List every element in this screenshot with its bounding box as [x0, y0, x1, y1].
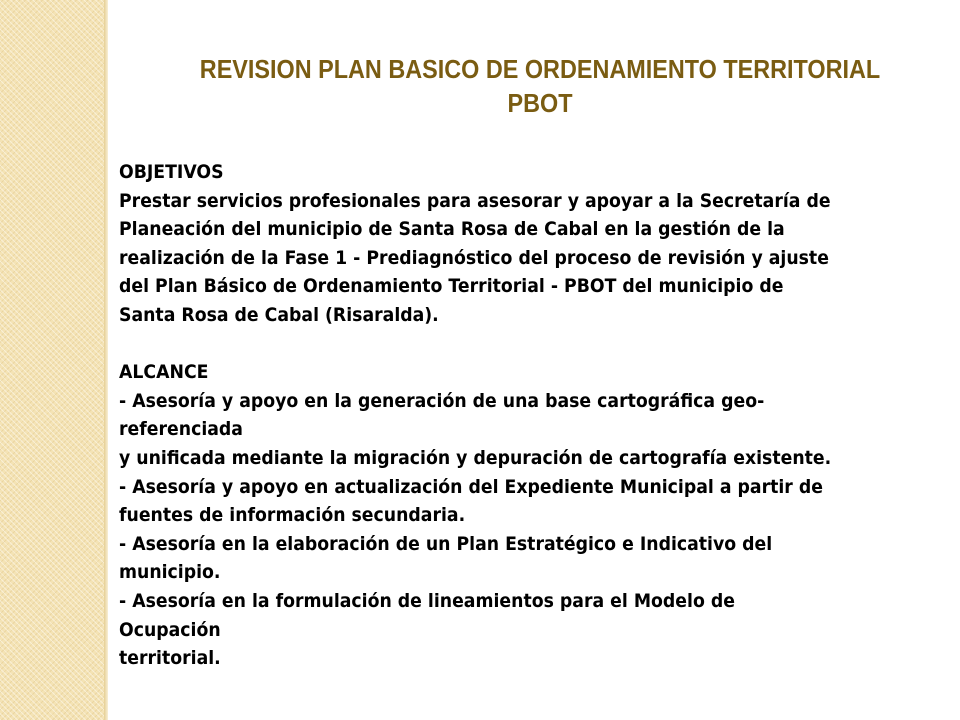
alcance-line: fuentes de información secundaria. [119, 504, 466, 527]
alcance-line: - Asesoría y apoyo en la generación de una base cartográfica geo- [119, 389, 765, 412]
side-band-edge [104, 0, 108, 720]
alcance-line: Ocupación [119, 618, 221, 641]
objetivos-heading: OBJETIVOS [119, 161, 224, 183]
alcance-line: municipio. [119, 561, 221, 584]
decorative-side-band [0, 0, 104, 720]
objetivos-line: Santa Rosa de Cabal (Risaralda). [119, 303, 439, 326]
alcance-line: referenciada [119, 418, 243, 441]
alcance-line: - Asesoría en la elaboración de un Plan Estratégico e Indicativo del [119, 532, 773, 555]
alcance-heading: ALCANCE [119, 361, 209, 384]
alcance-line: territorial. [119, 647, 221, 670]
section-spacer [119, 330, 939, 359]
objetivos-line: Planeación del municipio de Santa Rosa de Cabal en la gestión de la [119, 218, 785, 241]
objetivos-line: del Plan Básico de Ordenamiento Territorial - PBOT del municipio de [119, 275, 784, 298]
objetivos-line: realización de la Fase 1 - Prediagnóstico del proceso de revisión y ajuste [119, 246, 829, 269]
alcance-line: - Asesoría en la formulación de lineamientos para el Modelo de [119, 589, 735, 612]
slide-body [119, 158, 939, 673]
slide-title [180, 52, 900, 120]
alcance-line: - Asesoría y apoyo en actualización del Expediente Municipal a partir de [119, 475, 823, 498]
alcance-line: y unificada mediante la migración y depuración de cartografía existente. [119, 446, 832, 469]
title-line-1: REVISION PLAN BASICO DE ORDENAMIENTO TERRITORIAL [199, 54, 881, 84]
title-line-2: PBOT [507, 88, 573, 118]
objetivos-line: Prestar servicios profesionales para asesorar y apoyar a la Secretaría de [119, 189, 831, 212]
